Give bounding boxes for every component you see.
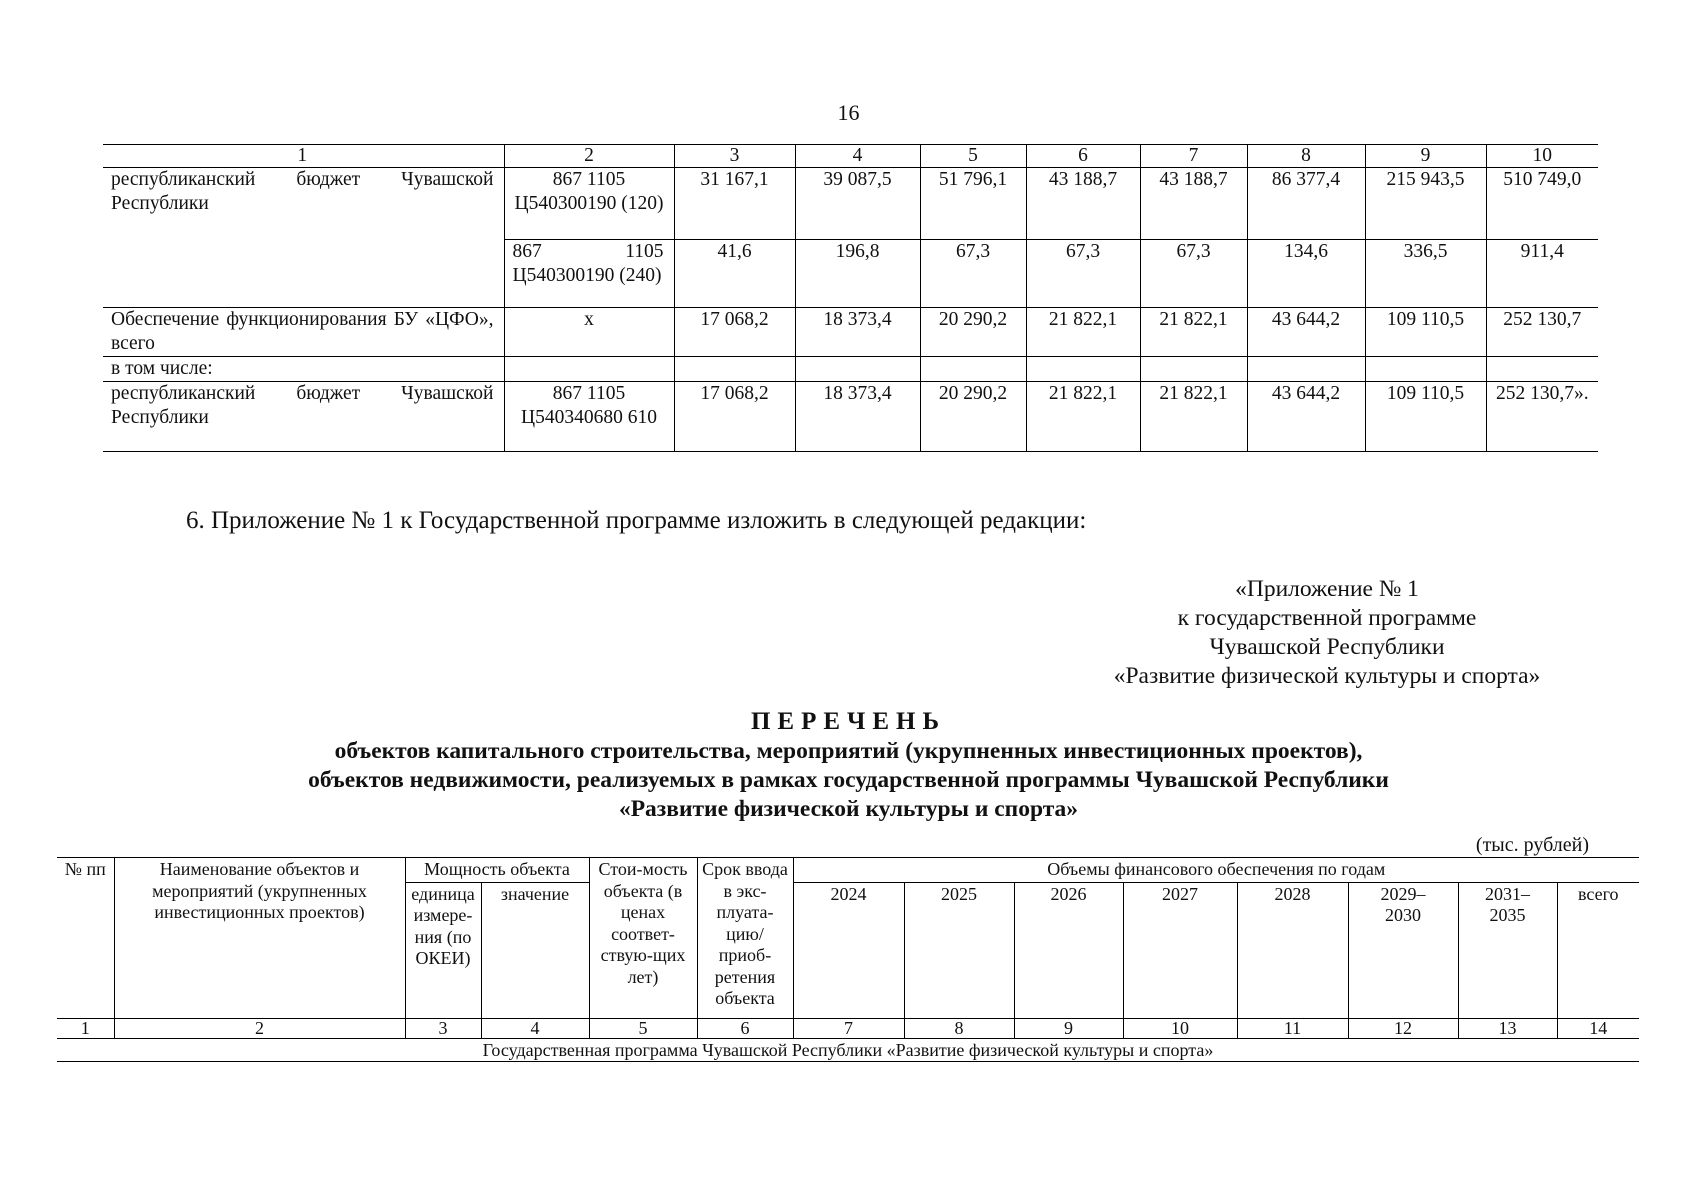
amount-cell: 39 087,5: [795, 168, 920, 240]
amount-cell: 196,8: [795, 240, 920, 308]
amount-cell: 17 068,2: [674, 382, 795, 452]
table-row: [103, 357, 1598, 382]
amount-cell: 134,6: [1247, 240, 1365, 308]
row-name: Обеспечение функционирования БУ «ЦФО», всего: [103, 308, 504, 357]
column-number: 10: [1123, 1018, 1237, 1038]
row-name: республиканский бюджет Чувашской Республики: [103, 382, 504, 452]
row-name: в том числе:: [103, 357, 504, 382]
column-number: 2: [504, 145, 674, 168]
column-number: 9: [1365, 145, 1486, 168]
column-number: 3: [674, 145, 795, 168]
appendix-line: «Приложение № 1: [1235, 576, 1419, 602]
header-year: 2029– 2030: [1348, 882, 1458, 1018]
header-year: 2024: [793, 882, 904, 1018]
column-number: 7: [793, 1018, 904, 1038]
column-number: 12: [1348, 1018, 1458, 1038]
amount-cell: 252 130,7: [1486, 308, 1598, 357]
column-number: 6: [1026, 145, 1140, 168]
header-number: № пп: [57, 858, 114, 1019]
amount-cell: 18 373,4: [795, 308, 920, 357]
appendix-header: [1067, 575, 1587, 691]
title-heading: ПЕРЕЧЕНЬ: [750, 708, 947, 735]
amount-cell: 20 290,2: [920, 382, 1026, 452]
amount-cell: 43 644,2: [1247, 308, 1365, 357]
amount-cell: 109 110,5: [1365, 382, 1486, 452]
amount-cell: 109 110,5: [1365, 308, 1486, 357]
table-row: [103, 308, 1598, 357]
budget-code: 867 1105 Ц540300190 (240): [504, 240, 674, 308]
header-year: 2025: [904, 882, 1014, 1018]
column-number: 6: [697, 1018, 793, 1038]
instruction-paragraph: 6. Приложение № 1 к Государственной программе изложить в следующей редакции:: [186, 507, 1087, 534]
amount-cell: [1247, 357, 1365, 382]
amount-cell: 21 822,1: [1140, 382, 1247, 452]
header-object-name: Наименование объектов и мероприятий (укрупненных инвестиционных проектов): [114, 858, 405, 1019]
amount-cell: [674, 357, 795, 382]
appendix-line: к государственной программе: [1177, 605, 1477, 631]
column-number: 8: [1247, 145, 1365, 168]
header-capacity: Мощность объекта: [405, 858, 589, 883]
column-number: 5: [589, 1018, 697, 1038]
header-unit: единица измере-ния (по ОКЕИ): [405, 882, 481, 1018]
program-row: Государственная программа Чувашской Республики «Развитие физической культуры и спорта»: [57, 1038, 1639, 1061]
amount-cell: [1365, 357, 1486, 382]
row-name: республиканский бюджет Чувашской Республики: [103, 168, 504, 308]
appendix-line: Чувашской Республики: [1209, 634, 1445, 660]
header-funding: Объемы финансового обеспечения по годам: [793, 858, 1639, 883]
title-line: объектов капитального строительства, мероприятий (укрупненных инвестиционных проектов),: [334, 738, 1363, 764]
amount-cell: 21 822,1: [1026, 382, 1140, 452]
amount-cell: 510 749,0: [1486, 168, 1598, 240]
amount-cell: 43 188,7: [1026, 168, 1140, 240]
amount-cell: [795, 357, 920, 382]
amount-cell: 252 130,7».: [1486, 382, 1598, 452]
column-number: 5: [920, 145, 1026, 168]
header-year: 2028: [1237, 882, 1348, 1018]
table-row: [103, 168, 1598, 240]
header-commissioning-term: Срок ввода в экс-плуата-цию/ приоб-ретения объекта: [697, 858, 793, 1019]
column-number: 3: [405, 1018, 481, 1038]
header-year: 2031– 2035: [1458, 882, 1557, 1018]
budget-table: [103, 144, 1598, 452]
budget-code: [504, 357, 674, 382]
budget-code: x: [504, 308, 674, 357]
appendix-line: «Развитие физической культуры и спорта»: [1113, 663, 1541, 689]
header-year: 2026: [1014, 882, 1123, 1018]
amount-cell: [1486, 357, 1598, 382]
column-number: 2: [114, 1018, 405, 1038]
column-number: 10: [1486, 145, 1598, 168]
amount-cell: 67,3: [920, 240, 1026, 308]
amount-cell: 31 167,1: [674, 168, 795, 240]
column-number-row: [57, 1018, 1639, 1038]
objects-table: [57, 857, 1639, 1062]
column-number: 4: [481, 1018, 589, 1038]
title-line: объектов недвижимости, реализуемых в рамках государственной программы Чувашской Республики: [308, 767, 1389, 793]
amount-cell: 20 290,2: [920, 308, 1026, 357]
column-number: 8: [904, 1018, 1014, 1038]
amount-cell: 86 377,4: [1247, 168, 1365, 240]
header-value: значение: [481, 882, 589, 1018]
amount-cell: [920, 357, 1026, 382]
budget-code: 867 1105 Ц540300190 (120): [504, 168, 674, 240]
amount-cell: 67,3: [1140, 240, 1247, 308]
header-year: 2027: [1123, 882, 1237, 1018]
amount-cell: [1140, 357, 1247, 382]
column-number: 1: [57, 1018, 114, 1038]
amount-cell: 41,6: [674, 240, 795, 308]
document-title: [0, 707, 1697, 824]
column-number: 11: [1237, 1018, 1348, 1038]
header-total: всего: [1557, 882, 1639, 1018]
amount-cell: 336,5: [1365, 240, 1486, 308]
amount-cell: 215 943,5: [1365, 168, 1486, 240]
page-number: 16: [837, 100, 860, 125]
amount-cell: 43 188,7: [1140, 168, 1247, 240]
header-cost: Стои-мость объекта (в ценах соответ-ствую-щих лет): [589, 858, 697, 1019]
title-line: «Развитие физической культуры и спорта»: [618, 796, 1079, 822]
column-number: 1: [103, 145, 504, 168]
column-number: 14: [1557, 1018, 1639, 1038]
amount-cell: [1026, 357, 1140, 382]
amount-cell: 21 822,1: [1140, 308, 1247, 357]
column-number: 4: [795, 145, 920, 168]
units-label: (тыс. рублей): [1475, 834, 1589, 856]
amount-cell: 51 796,1: [920, 168, 1026, 240]
amount-cell: 17 068,2: [674, 308, 795, 357]
amount-cell: 21 822,1: [1026, 308, 1140, 357]
table-row: [103, 382, 1598, 452]
amount-cell: 67,3: [1026, 240, 1140, 308]
amount-cell: 18 373,4: [795, 382, 920, 452]
column-number: 7: [1140, 145, 1247, 168]
budget-code: 867 1105 Ц540340680 610: [504, 382, 674, 452]
header-row: [103, 145, 1598, 168]
amount-cell: 911,4: [1486, 240, 1598, 308]
column-number: 9: [1014, 1018, 1123, 1038]
amount-cell: 43 644,2: [1247, 382, 1365, 452]
column-number: 13: [1458, 1018, 1557, 1038]
